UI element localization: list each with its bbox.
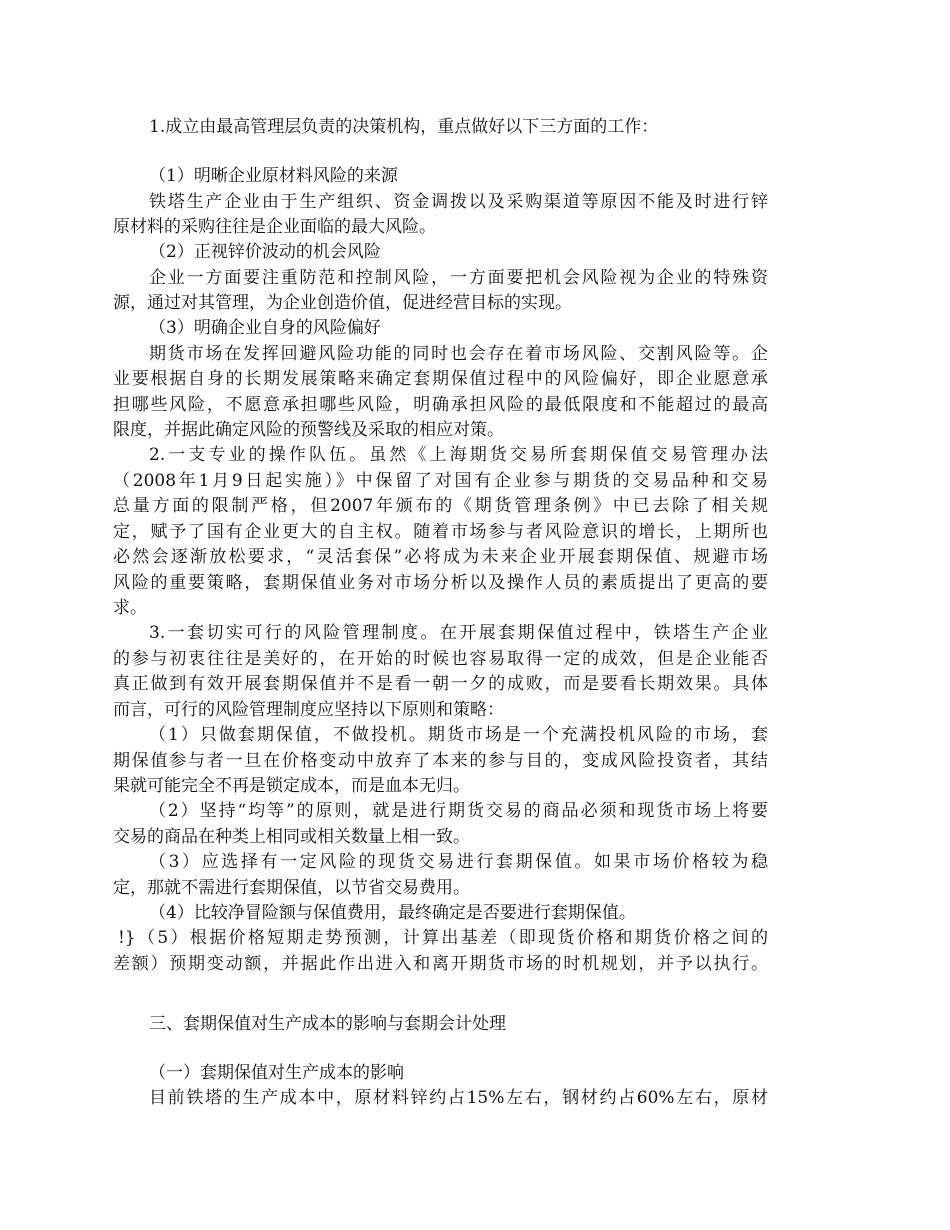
subheading-zinc-price: （2）正视锌价波动的机会风险 xyxy=(149,242,381,262)
paragraph-line: 业要根据自身的长期发展策略来确定套期保值过程中的风险偏好，即企业愿意承 xyxy=(113,369,768,389)
subheading-raw-material-risk: （1）明晰企业原材料风险的来源 xyxy=(149,166,398,186)
paragraph-line: 源，通过对其管理，为企业创造价值，促进经营目标的实现。 xyxy=(113,293,572,313)
paragraph-line: 期保值参与者一旦在价格变动中放弃了本来的参与目的，变成风险投资者，其结 xyxy=(113,751,768,771)
paragraph-line: 必然会逐渐放松要求，“灵活套保”必将成为未来企业开展套期保值、规避市场 xyxy=(113,547,768,567)
paragraph-line: 定，那就不需进行套期保值，以节省交易费用。 xyxy=(113,878,470,898)
paragraph-line: 真正做到有效开展套期保值并不是看一朝一夕的成败，而是要看长期效果。具体 xyxy=(113,674,768,694)
paragraph-line: 果就可能完全不再是锁定成本，而是血本无归。 xyxy=(113,776,470,796)
paragraph-line: 定，赋予了国有企业更大的自主权。随着市场参与者风险意识的增长，上期所也 xyxy=(113,522,768,542)
paragraph-line: 目前铁塔的生产成本中，原材料锌约占15%左右，钢材约占60%左右，原材 xyxy=(149,1088,768,1108)
paragraph-line: 风险的重要策略，套期保值业务对市场分析以及操作人员的素质提出了更高的要 xyxy=(113,573,768,593)
section-heading-decision-body: 1.成立由最高管理层负责的决策机构，重点做好以下三方面的工作： xyxy=(149,117,659,137)
paragraph-line: 企业一方面要注重防范和控制风险，一方面要把机会风险视为企业的特殊资 xyxy=(149,268,768,288)
paragraph-line: 原材料的采购往往是企业面临的最大风险。 xyxy=(113,217,436,237)
list-item-select-spot-trade: （3）应选择有一定风险的现货交易进行套期保值。如果市场价格较为稳 xyxy=(149,852,768,872)
paragraph-line: 差额）预期变动额，并据此作出进入和离开期货市场的时机规划，并予以执行。 xyxy=(113,954,768,974)
paragraph-line: 担哪些风险，不愿意承担哪些风险，明确承担风险的最低限度和不能超过的最高 xyxy=(113,395,768,415)
paragraph-line: （2008年1月9日起实施）》中保留了对国有企业参与期货的交易品种和交易 xyxy=(113,471,768,491)
paragraph-line: 的参与初衷往往是美好的，在开始的时候也容易取得一定的成效，但是企业能否 xyxy=(113,649,768,669)
paragraph-line: 交易的商品在种类上相同或相关数量上相一致。 xyxy=(113,827,470,847)
section-heading-cost-impact: 三、套期保值对生产成本的影响与套期会计处理 xyxy=(149,1014,506,1034)
list-item-compare-costs: （4）比较净冒险额与保值费用，最终确定是否要进行套期保值。 xyxy=(149,903,636,923)
paragraph-line: 求。 xyxy=(113,598,147,618)
list-item-hedging-only: （1）只做套期保值，不做投机。期货市场是一个充满投机风险的市场，套 xyxy=(149,725,768,745)
list-item-equality-principle: （2）坚持“均等”的原则，就是进行期货交易的商品必须和现货市场上将要 xyxy=(149,801,768,821)
subheading-cost-impact: （一）套期保值对生产成本的影响 xyxy=(149,1063,404,1083)
section-heading-professional-team: 2.一支专业的操作队伍。虽然《上海期货交易所套期保值交易管理办法 xyxy=(149,445,768,465)
paragraph-line: 限度，并据此确定风险的预警线及采取的相应对策。 xyxy=(113,420,504,440)
paragraph-line: 而言，可行的风险管理制度应坚持以下原则和策略： xyxy=(113,700,504,720)
paragraph-line: 总量方面的限制严格，但2007年颁布的《期货管理条例》中已去除了相关规 xyxy=(113,496,768,516)
paragraph-line: 期货市场在发挥回避风险功能的同时也会存在着市场风险、交割风险等。企 xyxy=(149,344,768,364)
paragraph-line: 铁塔生产企业由于生产组织、资金调拨以及采购渠道等原因不能及时进行锌 xyxy=(149,192,768,212)
subheading-risk-preference: （3）明确企业自身的风险偏好 xyxy=(149,318,381,338)
section-heading-risk-system: 3.一套切实可行的风险管理制度。在开展套期保值过程中，铁塔生产企业 xyxy=(149,623,768,643)
list-item-basis-forecast: !}（5）根据价格短期走势预测，计算出基差（即现货价格和期货价格之间的 xyxy=(118,928,768,948)
